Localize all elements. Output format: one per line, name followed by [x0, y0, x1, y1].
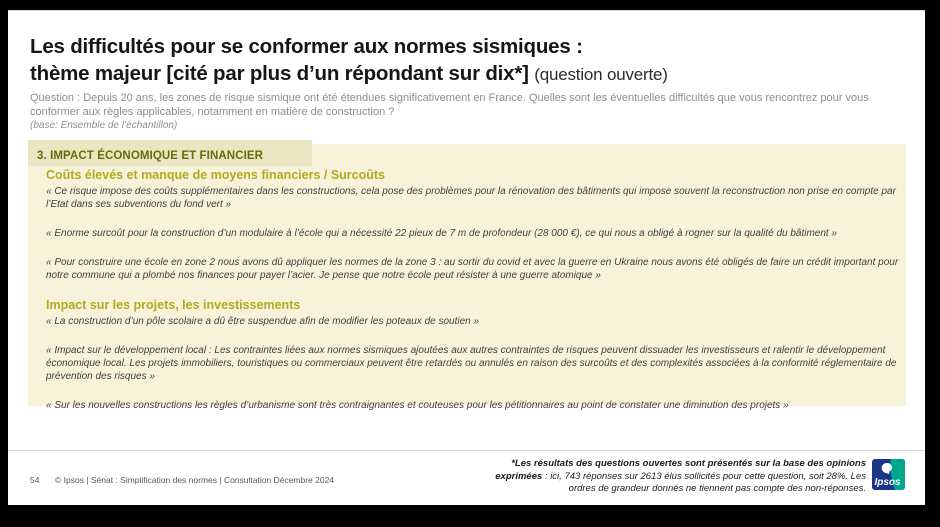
- ipsos-logo-graphic: [872, 459, 905, 490]
- quote: « Ce risque impose des coûts supplémentaires dans les constructions, cela pose des problèmes pour la rénovation des bâtiments qui impose souvent la reconstruction non prise en compte par l’Etat dans ses subventions du fond vert »: [46, 186, 896, 210]
- title-line-2-bold: thème majeur [cité par plus d’un répondant sur dix*]: [30, 62, 529, 85]
- footnote-rest: : ici, 743 réponses sur 2613 élus sollicités pour cette question, soit 28%. Les ordres de grandeur donnés ne tiennent pas compte des non-réponses.: [542, 470, 866, 494]
- footnote: [484, 458, 866, 496]
- quote: « Pour construire une école en zone 2 nous avons dû appliquer les normes de la zone 3 : au sortir du covid et avec la guerre en Ukraine nous avons été obligés de faire un crédit important pour notre commune qui a plombé nos finances pour payer l’acier. Je pense que notre école peut résister à une guerre atomique »: [46, 257, 899, 281]
- title-line-2: [30, 60, 910, 88]
- quotes-panel: [28, 144, 906, 411]
- ipsos-logo-text: Ipsos: [874, 477, 901, 488]
- quote: « Sur les nouvelles constructions les règles d’urbanisme sont très contraignantes et couteuses pour les pétitionnaires au point de constater une diminution des projets »: [46, 400, 789, 411]
- page-number: 54: [30, 475, 40, 485]
- group-projects: [46, 298, 900, 412]
- copyright-text: © Ipsos | Sénat : Simplification des normes | Consultation Décembre 2024: [55, 475, 335, 485]
- ipsos-logo: [872, 459, 905, 490]
- group-costs: [46, 168, 900, 282]
- footer-divider: [8, 450, 925, 451]
- title-line-2-light: (question ouverte): [534, 65, 668, 84]
- section-title: 3. IMPACT ÉCONOMIQUE ET FINANCIER: [37, 150, 264, 162]
- footnote-bold: *Les résultats des questions ouvertes sont présentés sur la base des opinions exprimées: [495, 458, 866, 482]
- quote: « Impact sur le développement local : Les contraintes liées aux normes sismiques ajoutées aux autres contraintes de risques peuvent dissuader les investisseurs et ralentir le développement économique local. Les projets immobiliers, touristiques ou commerciaux peuvent être retardés ou annulés en raison des surcoûts et des complexités associées à la conformité réglementaire de prévention des risques »: [46, 345, 897, 382]
- group-heading-projects: Impact sur les projets, les investissements: [46, 298, 301, 312]
- section-header-tab: [28, 140, 312, 166]
- group-heading-costs: Coûts élevés et manque de moyens financiers / Surcoûts: [46, 168, 385, 182]
- title-line-1: Les difficultés pour se conformer aux normes sismiques :: [30, 35, 583, 58]
- presentation-slide: [8, 10, 925, 505]
- question-text: Question : Depuis 20 ans, les zones de risque sismique ont été étendues significativement en France. Quelles sont les éventuelles difficultés que vous rencontrez pour vous conformer aux règles applicables, notamment en matière de construction ?: [30, 92, 869, 118]
- base-note: (base: Ensemble de l’échantillon): [30, 120, 178, 131]
- slide-title: [30, 33, 910, 88]
- quote: « Enorme surcoût pour la construction d’un modulaire à l’école qui a nécessité 22 pieux de 7 m de profondeur (28 000 €), ce qui nous a obligé à rogner sur la qualité du bâtiment »: [46, 228, 838, 239]
- quote: « La construction d’un pôle scolaire a dû être suspendue afin de modifier les poteaux de soutien »: [46, 316, 480, 327]
